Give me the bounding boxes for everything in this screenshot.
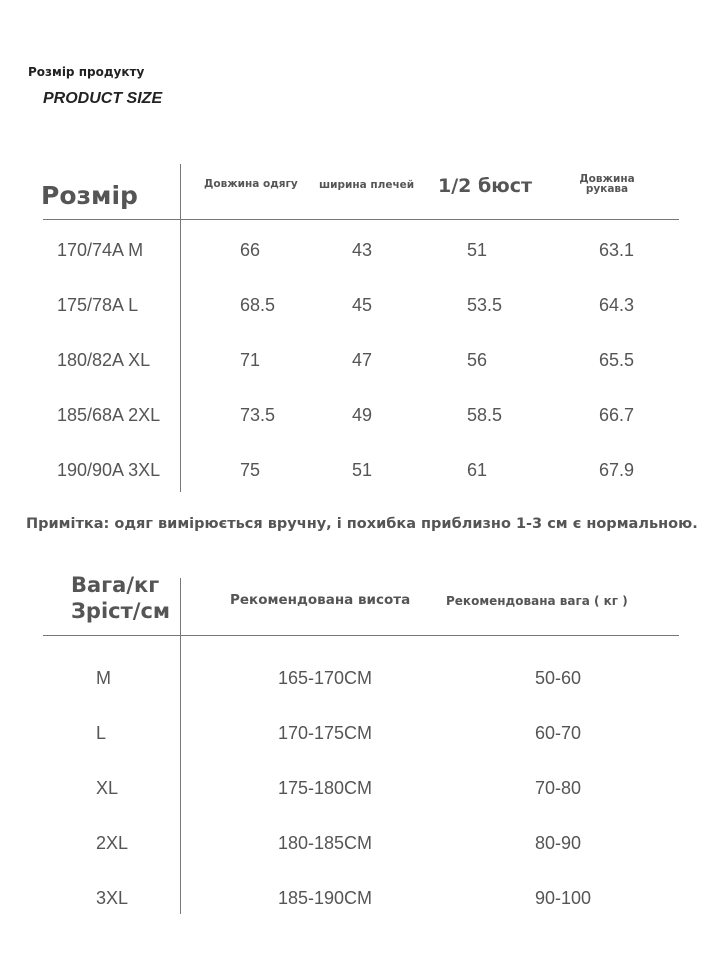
table-row	[0, 295, 720, 315]
height-cell: 180-185CM	[278, 833, 373, 853]
table-row	[0, 888, 720, 908]
height-header: Рекомендована висота	[230, 592, 411, 608]
sleeve-cell: 67.9	[599, 460, 635, 480]
table-row	[0, 668, 720, 688]
table-row	[0, 240, 720, 260]
sleeve-cell: 65.5	[599, 350, 635, 370]
size-cell: 190/90A 3XL	[57, 460, 161, 480]
bust-cell: 56	[467, 350, 488, 370]
measurement-note: Примітка: одяг вимірюється вручну, і похибка приблизно 1-3 см є нормальною.	[26, 516, 698, 532]
length-cell: 75	[240, 460, 261, 480]
bust-cell: 51	[467, 240, 488, 260]
page-subtitle: PRODUCT SIZE	[43, 90, 163, 107]
table-row	[0, 833, 720, 853]
size-cell: 180/82A XL	[57, 350, 151, 370]
size-cell: 185/68A 2XL	[57, 405, 161, 425]
page-title: Розмір продукту	[28, 65, 145, 79]
size-cell: 170/74A M	[57, 240, 144, 260]
height-cell: 175-180CM	[278, 778, 373, 798]
size-cell: XL	[96, 778, 119, 798]
table-row	[0, 405, 720, 425]
weight-cell: 50-60	[535, 668, 582, 688]
bust-header: 1/2 бюст	[438, 175, 533, 197]
table-row	[0, 778, 720, 798]
weight-cell: 90-100	[535, 888, 592, 908]
size-table-header-divider	[43, 219, 679, 220]
weight-cell: 60-70	[535, 723, 582, 743]
table-row	[0, 723, 720, 743]
weight-header: Рекомендована вага ( кг )	[446, 594, 628, 608]
bust-cell: 61	[467, 460, 488, 480]
table-row	[0, 460, 720, 480]
shoulder-header: ширина плечей	[319, 179, 415, 191]
sleeve-cell: 63.1	[599, 240, 635, 260]
size-cell: L	[96, 723, 107, 743]
shoulder-cell: 49	[352, 405, 373, 425]
length-cell: 66	[240, 240, 261, 260]
recommend-table-header-divider	[43, 635, 679, 636]
sleeve-cell: 66.7	[599, 405, 635, 425]
sleeve-header: Довжина рукава	[579, 173, 635, 195]
shoulder-cell: 47	[352, 350, 373, 370]
size-table-vertical-divider	[180, 164, 181, 492]
height-cell: 185-190CM	[278, 888, 373, 908]
size-cell: 3XL	[96, 888, 129, 908]
length-cell: 73.5	[240, 405, 276, 425]
shoulder-cell: 43	[352, 240, 373, 260]
length-header: Довжина одягу	[204, 178, 298, 190]
length-cell: 68.5	[240, 295, 276, 315]
size-cell: M	[96, 668, 111, 688]
size-header: Розмір	[41, 181, 138, 210]
bust-cell: 53.5	[467, 295, 503, 315]
length-cell: 71	[240, 350, 261, 370]
sleeve-cell: 64.3	[599, 295, 635, 315]
recommend-table-vertical-divider	[180, 578, 181, 914]
bust-cell: 58.5	[467, 405, 503, 425]
table-row	[0, 350, 720, 370]
height-cell: 165-170CM	[278, 668, 373, 688]
size-cell: 175/78A L	[57, 295, 139, 315]
weight-cell: 70-80	[535, 778, 582, 798]
shoulder-cell: 45	[352, 295, 373, 315]
height-cell: 170-175CM	[278, 723, 373, 743]
shoulder-cell: 51	[352, 460, 373, 480]
corner-header: Вага/кг Зріст/см	[71, 573, 171, 623]
size-cell: 2XL	[96, 833, 129, 853]
weight-cell: 80-90	[535, 833, 582, 853]
